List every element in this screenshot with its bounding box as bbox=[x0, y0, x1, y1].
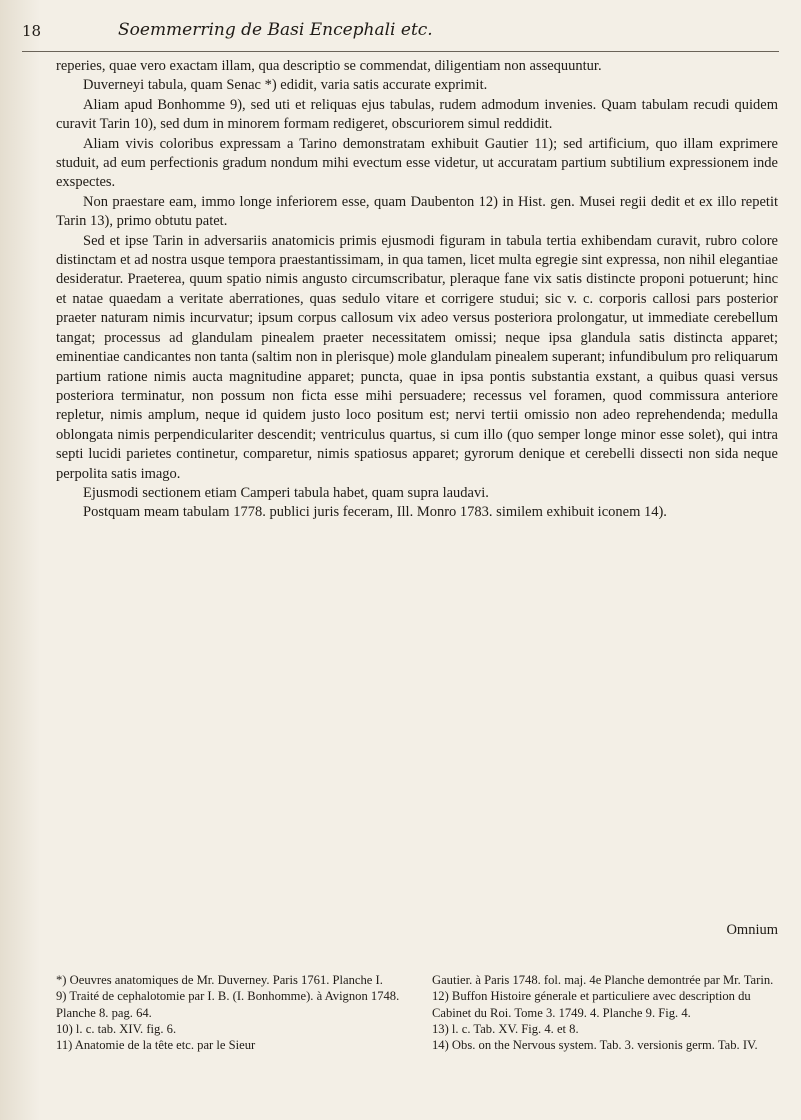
paragraph-7: Ejusmodi sectionem etiam Camperi tabula habet, quam supra laudavi. bbox=[83, 484, 489, 501]
footnote: 12) Buffon Histoire génerale et particuliere avec description du Cabinet du Roi. Tome 3. 1749. 4. Planche 9. Fig. 4. bbox=[432, 989, 751, 1020]
running-title: Soemmerring de Basi Encephali etc. bbox=[118, 20, 433, 40]
page-header bbox=[22, 20, 782, 50]
paragraph-5: Non praestare eam, immo longe inferiorem esse, quam Daubenton 12) in Hist. gen. Musei regii dedit et ex illo repetit Tarin 13), primo obtutu patet. bbox=[56, 193, 778, 230]
header-rule bbox=[22, 51, 779, 52]
paragraph-8: Postquam meam tabulam 1778. publici juris feceram, Ill. Monro 1783. similem exhibuit iconem 14). bbox=[83, 504, 667, 521]
footnote: 10) l. c. tab. XIV. fig. 6. bbox=[56, 1021, 177, 1036]
footnote: *) Oeuvres anatomiques de Mr. Duverney. Paris 1761. Planche I. bbox=[56, 973, 383, 987]
paragraph-3: Aliam apud Bonhomme 9), sed uti et reliquas ejus tabulas, rudem admodum invenies. Quam tabulam recudi quidem curavit Tarin 10), sed dum in minorem formam redigeret, obscuriorem simul reddidit. bbox=[56, 96, 778, 133]
page-number: 18 bbox=[22, 22, 42, 40]
catchword: Omnium bbox=[726, 922, 778, 938]
footnote: 13) l. c. Tab. XV. Fig. 4. et 8. bbox=[432, 1021, 579, 1036]
footnote: Gautier. à Paris 1748. fol. maj. 4e Planche demontrée par Mr. Tarin. bbox=[432, 973, 774, 987]
paragraph-2: Duverneyi tabula, quam Senac *) edidit, varia satis accurate exprimit. bbox=[83, 77, 488, 94]
main-text bbox=[56, 57, 778, 523]
page-gutter bbox=[0, 0, 40, 1120]
footnotes-right-column bbox=[432, 972, 778, 1053]
footnote: 9) Traité de cephalotomie par I. B. (I. Bonhomme). à Avignon 1748. Planche 8. pag. 64. bbox=[56, 989, 400, 1020]
footnotes bbox=[56, 972, 778, 1053]
footnotes-left-column bbox=[56, 972, 402, 1053]
paragraph-4: Aliam vivis coloribus expressam a Tarino demonstratam exhibuit Gautier 11); sed artificium, quo illam exprimere studuit, ad eum perfectionis gradum nondum mihi evectum esse videtur, ut accuratam partium subtilium expressionem inde exspectes. bbox=[56, 135, 778, 191]
footnote: 11) Anatomie de la tête etc. par le Sieur bbox=[56, 1038, 256, 1053]
paragraph-1: reperies, quae vero exactam illam, qua descriptio se commendat, diligentiam non assequuntur. bbox=[56, 58, 602, 74]
footnote: 14) Obs. on the Nervous system. Tab. 3. versionis germ. Tab. IV. bbox=[432, 1038, 758, 1053]
paragraph-6: Sed et ipse Tarin in adversariis anatomicis primis ejusmodi figuram in tabula tertia exhibendam curavit, rubro colore distinctam et ad nostra usque tempora praestantissimam, in qua tamen, licet multa egregie sint expressa, non nihil elegantiae desideratur. Praeterea, quum spatio nimis angusto circumscribatur, pleraque fane vix satis distincte proponi potuerunt; hinc et natae quaedam a veritate aberrationes, quas sedulo vitare et corrigere studui; sic v. c. corporis callosi pars posterior praeter naturam nimis incurvatur; ipsum corpus callosum vix adeo versus posteriora prolongatur, ut immediate cerebellum tangat; processus ad glandulam pinealem praeter necessitatem omissi; neque ipsa glandula satis distincta apparet; eminentiae candicantes non tanta (saltim non in plerisque) mole glandulam pinealem superant; infundibulum pro reliquarum partium ratione nimis aucta magnitudine apparet; puncta, quae in ipsa pontis substantia exstant, a quibus quasi versus posteriora terminatur, non possum non ficta esse mihi persuadere; recessus vel foramen, quod commissura anteriore repletur, nimis amplum, neque id quidem justo loco positum est; nervi tertii omissio non adeo reprehendenda; medulla oblongata nimis perpendiculariter descendit; ventriculus quartus, si cum illo (quo semper longe minor esse solet), qui intra septi lucidi parietes continetur, comparetur, nimis spatiosus apparet; gyrorum denique et cerebelli dissecti non sida neque perpolita satis imago. bbox=[56, 232, 778, 482]
